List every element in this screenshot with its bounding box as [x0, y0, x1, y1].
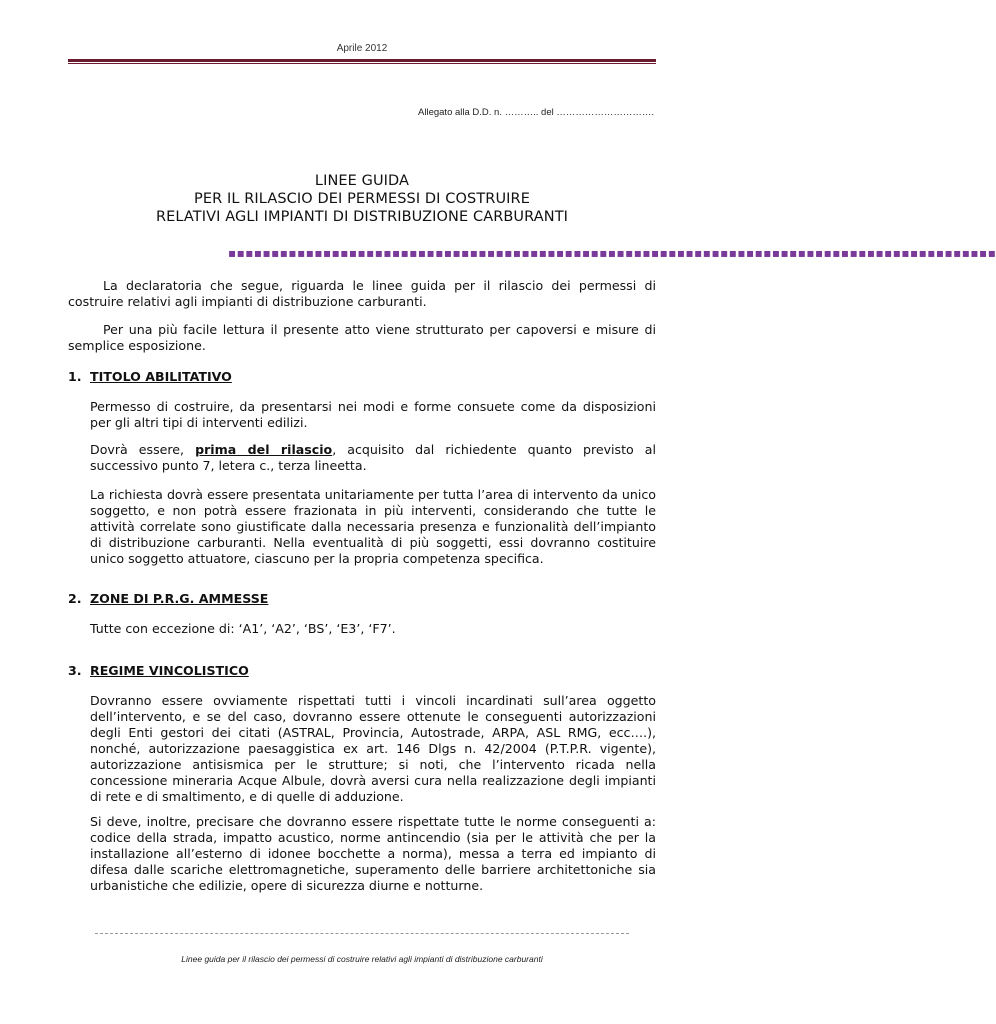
section-title: TITOLO ABILITATIVO — [90, 369, 232, 384]
section-2-heading — [68, 591, 268, 607]
footer-text: Linee guida per il rilascio dei permessi di costruire relativi agli impianti di distribuzione carburanti — [181, 954, 543, 964]
emphasis-text: prima del rilascio — [195, 442, 333, 457]
title-line-2: PER IL RILASCIO DEI PERMESSI DI COSTRUIRE — [194, 191, 530, 207]
footer-rule — [95, 933, 629, 934]
section-3-paragraph-2: Si deve, inoltre, precisare che dovranno essere rispettate tutte le norme conseguenti a: codice della strada, impatto acustico, norme antincendio (sia per le attività che per la installazione all’esterno di idonee bocchette a norma), messa a terra ed impianto di difesa dalle scariche elettromagnetiche, superamento delle barriere architettoniche sia urbanistiche che edilizie, opere di sicurezza diurne e notturne. — [90, 814, 656, 893]
section-number: 3. — [68, 663, 82, 678]
header-date: Aprile 2012 — [336, 43, 388, 54]
title-separator: ▪▪▪▪▪▪▪▪▪▪▪▪▪▪▪▪▪▪▪▪▪▪▪▪▪▪▪▪▪▪▪▪▪▪▪▪▪▪▪▪▪▪▪▪▪▪▪▪▪▪▪▪▪▪▪▪▪▪▪▪▪▪▪▪▪▪▪▪▪▪▪▪▪▪▪▪▪▪▪▪▪▪▪▪▪▪▪▪▪ — [228, 246, 996, 260]
allegato-line: Allegato alla D.D. n. ……….. del …………………………. — [418, 107, 654, 118]
section-1-paragraph-1: Permesso di costruire, da presentarsi nei modi e forme consuete come da disposizioni per gli altri tipi di interventi edilizi. — [90, 399, 656, 430]
text-run: Dovrà essere, — [90, 442, 196, 457]
section-title: ZONE DI P.R.G. AMMESSE — [90, 591, 269, 606]
section-title: REGIME VINCOLISTICO — [90, 663, 249, 678]
header-rule — [68, 59, 656, 64]
intro-paragraph-1: La declaratoria che segue, riguarda le linee guida per il rilascio dei permessi di costruire relativi agli impianti di distribuzione carburanti. — [68, 278, 656, 309]
section-3-heading — [68, 663, 249, 679]
title-line-1: LINEE GUIDA — [314, 173, 410, 189]
section-1-heading — [68, 369, 232, 385]
title-line-3: RELATIVI AGLI IMPIANTI DI DISTRIBUZIONE CARBURANTI — [155, 209, 569, 225]
section-2-paragraph-1: Tutte con eccezione di: ‘A1’, ‘A2’, ‘BS’, ‘E3’, ‘F7’. — [90, 621, 396, 636]
document-title — [0, 172, 724, 226]
intro-paragraph-2: Per una più facile lettura il presente atto viene strutturato per capoversi e misure di semplice esposizione. — [68, 322, 656, 353]
section-number: 2. — [68, 591, 82, 606]
text-run: , acquisito dal richiedente quanto previsto al successivo punto 7, letera c., terza lineetta. — [90, 442, 656, 473]
section-number: 1. — [68, 369, 82, 384]
section-1-paragraph-2 — [90, 442, 656, 474]
section-1-paragraph-3: La richiesta dovrà essere presentata unitariamente per tutta l’area di intervento da unico soggetto, e non potrà essere frazionata in più interventi, considerando che tutte le attività correlate sono giustificate dalla necessaria presenza e funzionalità dell’impianto di distribuzione carburanti. Nella eventualità di più soggetti, essi dovranno costituire unico soggetto attuatore, ciascuno per la propria competenza specifica. — [90, 487, 656, 566]
section-3-paragraph-1: Dovranno essere ovviamente rispettati tutti i vincoli incardinati sull’area oggetto dell’intervento, e se del caso, dovranno essere ottenute le conseguenti autorizzazioni degli Enti gestori dei citati (ASTRAL, Provincia, Autostrade, ARPA, ASL RMG, ecc….), nonché, autorizzazione paesaggistica ex art. 146 Dlgs n. 42/2004 (P.T.P.R. vigente), autorizzazione antisismica per le strutture; si noti, che l’intervento ricada nella concessione mineraria Acque Albule, dovrà aversi cura nella realizzazione degli impianti di rete e di smaltimento, e di quelle di adduzione. — [90, 693, 656, 804]
